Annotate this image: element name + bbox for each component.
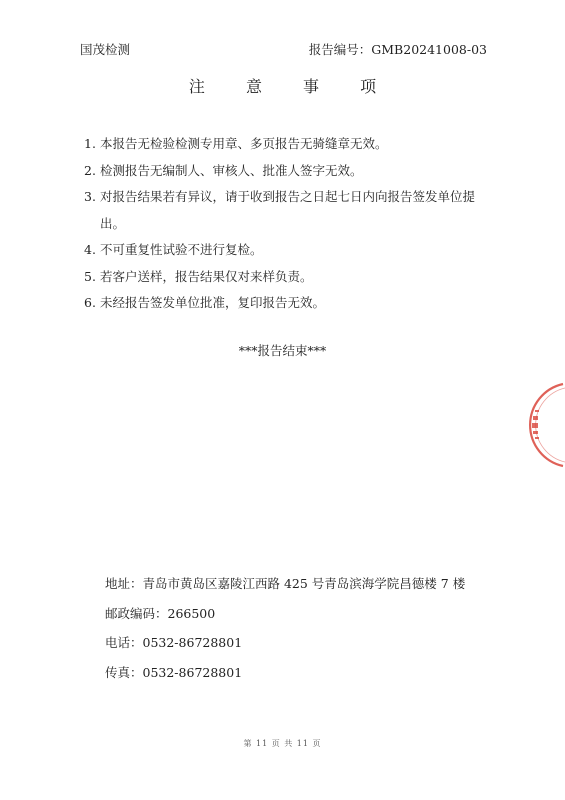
page-header <box>80 40 487 58</box>
notice-item <box>84 184 484 237</box>
notice-text: 若客户送样，报告结果仅对来样负责。 <box>100 268 313 284</box>
phone-line: 电话：0532-86728801 <box>105 635 243 650</box>
notice-text: 本报告无检验检测专用章、多页报告无骑缝章无效。 <box>100 136 388 151</box>
notice-number: 3. <box>84 189 96 204</box>
notice-number: 2. <box>84 162 96 178</box>
notice-number: 4. <box>84 242 96 257</box>
partial-seal-stamp <box>527 382 565 468</box>
notice-number: 6. <box>84 295 96 310</box>
notice-list <box>84 131 484 317</box>
notice-text: 不可重复性试验不进行复检。 <box>100 242 263 257</box>
page-number: 第 11 页 共 11 页 <box>243 739 322 748</box>
notice-item <box>84 290 484 317</box>
notice-number: 1. <box>84 136 96 151</box>
notice-text: 对报告结果若有异议，请于收到报告之日起七日内向报告签发单位提出。 <box>100 189 476 231</box>
notice-item <box>84 158 484 185</box>
page-title: 注 意 事 项 <box>188 77 395 96</box>
address-line: 地址：青岛市黄岛区嘉陵江西路 425 号青岛滨海学院昌德楼 7 楼 <box>105 576 466 591</box>
contact-info <box>105 574 505 692</box>
notice-item <box>84 264 484 291</box>
report-number: 报告编号：GMB20241008-03 <box>308 42 487 57</box>
notice-number: 5. <box>84 268 96 284</box>
notice-item <box>84 237 484 264</box>
organization-name: 国茂检测 <box>80 42 131 57</box>
fax-line: 传真：0532-86728801 <box>105 664 243 680</box>
postcode-line: 邮政编码：266500 <box>105 605 216 621</box>
notice-text: 未经报告签发单位批准，复印报告无效。 <box>100 295 326 310</box>
seal-stamp-icon <box>527 382 565 468</box>
notice-item <box>84 131 484 158</box>
notice-text: 检测报告无编制人、审核人、批准人签字无效。 <box>100 162 363 178</box>
report-end-mark: ***报告结束*** <box>238 343 327 358</box>
